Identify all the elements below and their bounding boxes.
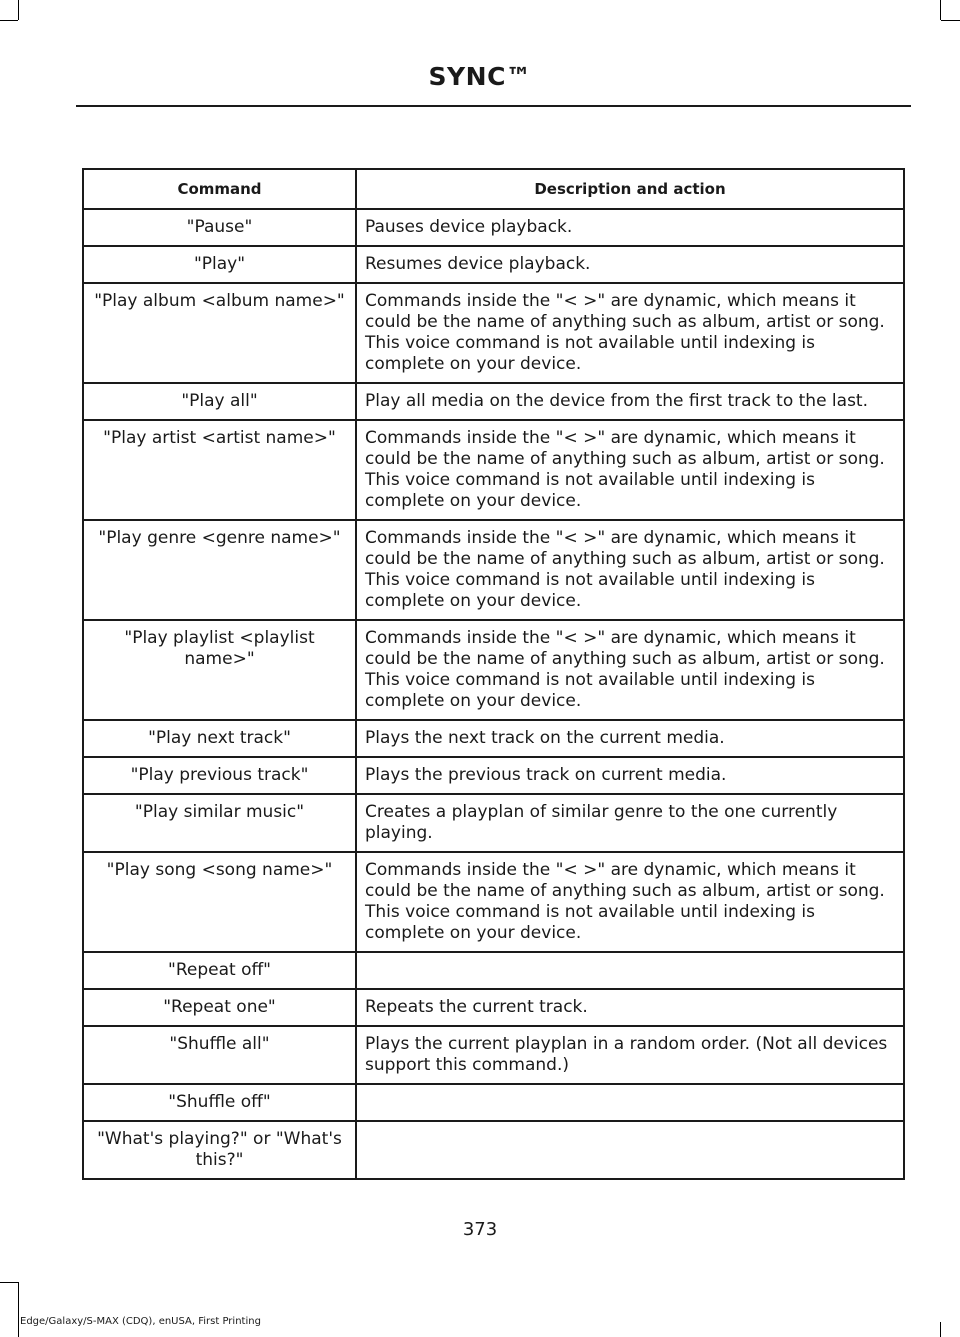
- command-cell: "Play song <song name>": [83, 852, 356, 952]
- table-row: [83, 246, 904, 283]
- command-cell: "Repeat one": [83, 989, 356, 1026]
- voice-command-table: [82, 168, 905, 1180]
- description-cell: Play all media on the device from the first track to the last.: [356, 383, 904, 420]
- description-cell: Commands inside the "< >" are dynamic, which means it could be the name of anything such as album, artist or song. This voice command is not available until indexing is complete on your device.: [356, 520, 904, 620]
- table-row: [83, 209, 904, 246]
- description-cell: Plays the previous track on current media.: [356, 757, 904, 794]
- table-header-row: [83, 169, 904, 209]
- command-cell: "Shuffle all": [83, 1026, 356, 1084]
- command-cell: "What's playing?" or "What's this?": [83, 1121, 356, 1179]
- description-cell: [356, 1084, 904, 1121]
- table-row: [83, 1026, 904, 1084]
- command-cell: "Repeat off": [83, 952, 356, 989]
- crop-mark: [0, 1282, 18, 1283]
- command-cell: "Play next track": [83, 720, 356, 757]
- description-cell: Commands inside the "< >" are dynamic, which means it could be the name of anything such as album, artist or song. This voice command is not available until indexing is complete on your device.: [356, 283, 904, 383]
- crop-mark: [18, 1282, 19, 1337]
- table-row: [83, 383, 904, 420]
- description-cell: Creates a playplan of similar genre to the one currently playing.: [356, 794, 904, 852]
- description-cell: Commands inside the "< >" are dynamic, which means it could be the name of anything such as album, artist or song. This voice command is not available until indexing is complete on your device.: [356, 852, 904, 952]
- table-row: [83, 283, 904, 383]
- description-cell: Commands inside the "< >" are dynamic, which means it could be the name of anything such as album, artist or song. This voice command is not available until indexing is complete on your device.: [356, 620, 904, 720]
- table-row: [83, 520, 904, 620]
- description-cell: Pauses device playback.: [356, 209, 904, 246]
- table-row: [83, 757, 904, 794]
- table-row: [83, 420, 904, 520]
- crop-mark: [940, 0, 941, 20]
- command-cell: "Shuffle off": [83, 1084, 356, 1121]
- command-cell: "Play genre <genre name>": [83, 520, 356, 620]
- page-number: 373: [462, 1219, 498, 1240]
- table-row: [83, 852, 904, 952]
- command-cell: "Play artist <artist name>": [83, 420, 356, 520]
- description-cell: Repeats the current track.: [356, 989, 904, 1026]
- command-cell: "Play album <album name>": [83, 283, 356, 383]
- description-cell: Plays the current playplan in a random order. (Not all devices support this command.): [356, 1026, 904, 1084]
- table-row: [83, 794, 904, 852]
- description-cell: Resumes device playback.: [356, 246, 904, 283]
- command-cell: "Play similar music": [83, 794, 356, 852]
- page-title: SYNC™: [428, 62, 532, 91]
- table-row: [83, 1084, 904, 1121]
- table-row: [83, 720, 904, 757]
- table-row: [83, 1121, 904, 1179]
- crop-mark: [940, 1322, 941, 1337]
- command-cell: "Play previous track": [83, 757, 356, 794]
- crop-mark: [0, 20, 18, 21]
- table-row: [83, 952, 904, 989]
- command-cell: "Play": [83, 246, 356, 283]
- description-cell: [356, 1121, 904, 1179]
- crop-mark: [941, 20, 960, 21]
- description-cell: Plays the next track on the current media.: [356, 720, 904, 757]
- description-cell: Commands inside the "< >" are dynamic, which means it could be the name of anything such as album, artist or song. This voice command is not available until indexing is complete on your device.: [356, 420, 904, 520]
- crop-mark: [18, 0, 19, 20]
- column-header-command: Command: [83, 169, 356, 209]
- table-row: [83, 989, 904, 1026]
- title-divider: [76, 105, 911, 107]
- footer-edition: Edge/Galaxy/S-MAX (CDQ), enUSA, First Printing: [20, 1316, 261, 1327]
- description-cell: [356, 952, 904, 989]
- command-cell: "Play all": [83, 383, 356, 420]
- command-cell: "Play playlist <playlist name>": [83, 620, 356, 720]
- command-cell: "Pause": [83, 209, 356, 246]
- column-header-description: Description and action: [356, 169, 904, 209]
- table-row: [83, 620, 904, 720]
